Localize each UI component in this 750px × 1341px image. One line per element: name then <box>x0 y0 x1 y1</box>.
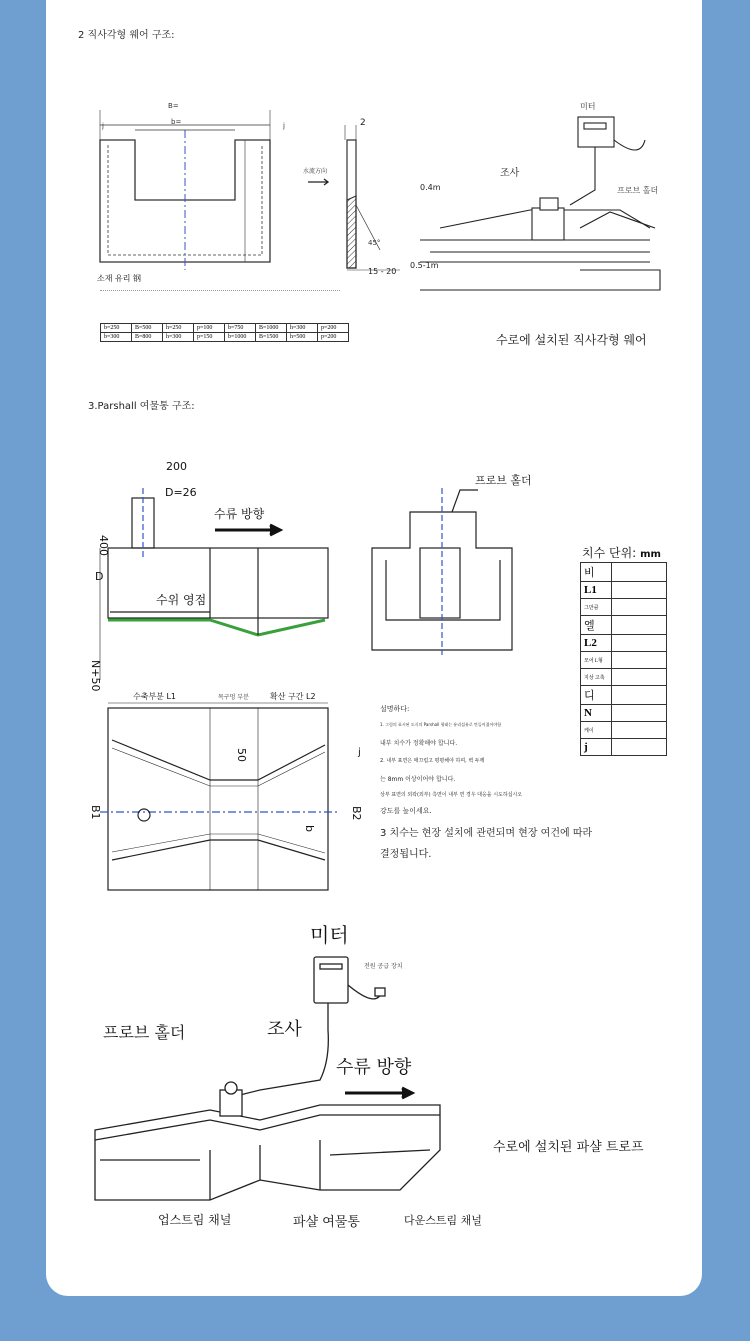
meter-label-1: 미터 <box>580 102 596 111</box>
weir-dim-table: b=250 B=500 h=250 p=100 b=750 B=1000 h=300 p=200 b=300 B=800 h=300 p=150 b=1000 B=1500 h=500 p=200 <box>100 323 349 342</box>
notes-line-2: 내부 치수가 정확해야 합니다. <box>380 740 458 747</box>
notes-line-6: 강도를 높이세요. <box>380 807 432 815</box>
parshall-caption: 수로에 설치된 파샬 트로프 <box>493 1140 644 1155</box>
upstream-label: 업스트림 채널 <box>158 1213 232 1227</box>
section2-title: 3.Parshall 여물통 구조: <box>88 401 195 412</box>
probe-holder-label-1: 프로브 홀더 <box>617 186 659 195</box>
weir-install-drawing <box>420 117 660 290</box>
dim-05-1: 0.5-1m <box>410 261 439 270</box>
probe-holder-label-2: 프로브 홀더 <box>475 474 532 487</box>
notes-line-8: 결정됩니다. <box>380 849 432 860</box>
meter-label-3: 미터 <box>310 923 349 947</box>
dim-04: 0.4m <box>420 183 441 192</box>
notes-line-5: 상부 표면의 외곽(외부) 측면이 내부 면 경우 대응을 시도하십시오 <box>380 792 523 798</box>
flume-label: 파샬 여물통 <box>293 1215 360 1230</box>
dim-d26: D=26 <box>165 486 197 499</box>
unit-table: 비 L1 그만큼 엘 L2 모어 L형 지상 고촉 디 N 케이 j <box>580 562 667 756</box>
notes-line-1: 1. 그림의 표시된 도식의 Parshall 형태는 유리섬유로 만들어졌어야함 <box>380 722 502 727</box>
notes-block <box>380 704 610 860</box>
svg-text:j: j <box>102 122 104 130</box>
flow-dir-3: 수류 방향 <box>336 1057 412 1078</box>
svg-text:b=: b= <box>171 118 182 126</box>
angle-label: 45° <box>368 239 381 247</box>
label-B1: B1 <box>89 805 102 820</box>
label-b: b <box>303 825 316 832</box>
dim-400: 400 <box>97 535 110 556</box>
label-N50: N+50 <box>89 660 102 692</box>
dim-200: 200 <box>166 460 187 473</box>
weir-side-view <box>345 125 400 270</box>
flow-dir-2: 수류 방향 <box>214 507 265 521</box>
label-B2: B2 <box>350 806 363 821</box>
notes-line-4: 는 8mm 이상이어야 합니다. <box>380 776 456 783</box>
power-label: 전원 공급 장치 <box>364 963 403 970</box>
downstream-label: 다운스트림 채널 <box>404 1214 482 1227</box>
unit-title: 치수 단위: mm <box>582 546 661 560</box>
svg-text:j: j <box>283 122 285 130</box>
water-zero: 수위 영점 <box>156 593 207 607</box>
flow-dir-cn: 水流方向 <box>303 168 328 175</box>
material-label: 소재 유리 钢 <box>97 274 142 283</box>
weir-caption: 수로에 설치된 직사각형 웨어 <box>496 333 647 347</box>
dim-15-20: 15 - 20 <box>368 267 397 276</box>
label-throat: 목구멍 부분 <box>218 694 249 701</box>
label-50: 50 <box>235 748 248 762</box>
probe-label-1: 조사 <box>500 168 520 179</box>
parshall-plan <box>100 703 340 890</box>
notes-line-3: 2. 내부 표면은 매끄럽고 평평해야 하며, 벽 두께 <box>380 758 485 764</box>
section1-title: 2 직사각형 웨어 구조: <box>78 30 175 41</box>
notes-line <box>100 290 340 292</box>
probe-holder-label-3: 프로브 홀더 <box>103 1023 186 1042</box>
svg-text:B=: B= <box>168 102 179 110</box>
label-2: 2 <box>360 118 366 128</box>
parshall-install-drawing <box>95 957 440 1200</box>
probe-holder-section <box>372 488 512 655</box>
probe-label-3: 조사 <box>267 1019 302 1040</box>
notes-line-7: 3 치수는 현장 설치에 관련되며 현장 여건에 따라 <box>380 828 593 839</box>
weir-front-view <box>100 110 270 270</box>
label-L2: 확산 구간 L2 <box>270 692 316 701</box>
notes-line-0: 설명하다: <box>380 705 410 713</box>
label-D: D <box>95 570 104 583</box>
label-L1: 수축부분 L1 <box>133 692 177 701</box>
label-j: j <box>358 747 361 758</box>
